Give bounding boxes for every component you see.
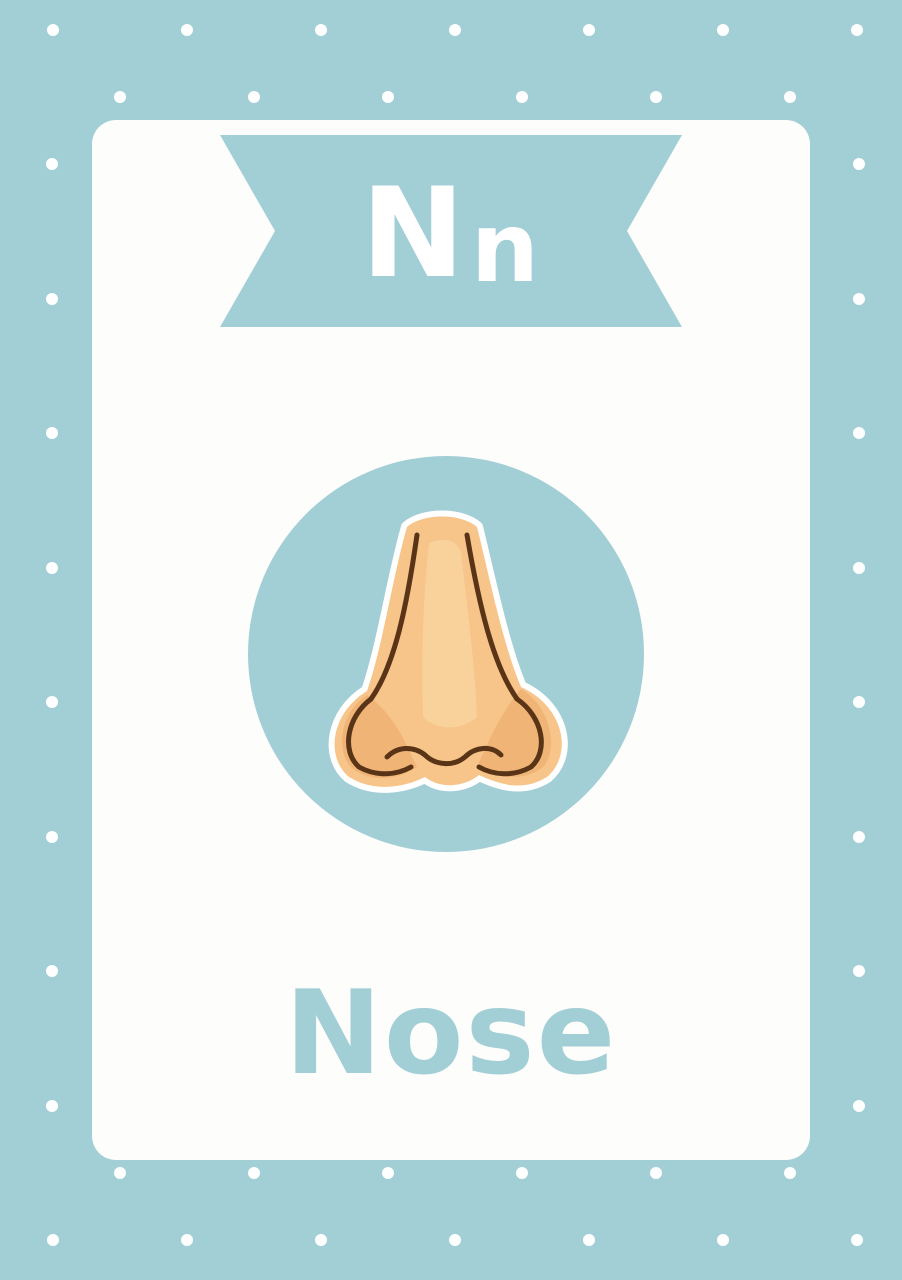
- border-dot: [516, 91, 528, 103]
- border-dot: [46, 158, 58, 170]
- border-dot: [853, 965, 865, 977]
- border-dot: [47, 1234, 59, 1246]
- border-dot: [853, 293, 865, 305]
- border-dot: [46, 293, 58, 305]
- border-dot: [853, 562, 865, 574]
- border-dot: [650, 1167, 662, 1179]
- border-dot: [47, 24, 59, 36]
- border-dot: [853, 158, 865, 170]
- flashcard: [92, 120, 810, 1160]
- border-dot: [181, 1234, 193, 1246]
- border-dot: [516, 1167, 528, 1179]
- border-dot: [717, 1234, 729, 1246]
- border-dot: [449, 24, 461, 36]
- border-dot: [248, 91, 260, 103]
- border-dot: [315, 24, 327, 36]
- border-dot: [784, 91, 796, 103]
- lowercase-letter: n: [470, 192, 542, 304]
- border-dot: [114, 91, 126, 103]
- border-dot: [449, 1234, 461, 1246]
- uppercase-letter: N: [360, 162, 467, 306]
- border-dot: [853, 831, 865, 843]
- border-dot: [181, 24, 193, 36]
- border-dot: [583, 24, 595, 36]
- border-dot: [46, 965, 58, 977]
- border-dot: [315, 1234, 327, 1246]
- border-dot: [851, 24, 863, 36]
- border-dot: [46, 831, 58, 843]
- letter-heading: [220, 135, 682, 327]
- border-dot: [717, 24, 729, 36]
- border-dot: [650, 91, 662, 103]
- card-word: Nose: [284, 966, 618, 1101]
- border-dot: [46, 696, 58, 708]
- border-dot: [46, 562, 58, 574]
- border-dot: [853, 1100, 865, 1112]
- border-dot: [382, 1167, 394, 1179]
- border-dot: [784, 1167, 796, 1179]
- border-dot: [114, 1167, 126, 1179]
- border-dot: [583, 1234, 595, 1246]
- picture-circle: [247, 455, 645, 853]
- border-dot: [853, 427, 865, 439]
- border-dot: [853, 696, 865, 708]
- border-dot: [46, 1100, 58, 1112]
- border-dot: [248, 1167, 260, 1179]
- border-dot: [382, 91, 394, 103]
- border-dot: [851, 1234, 863, 1246]
- border-dot: [46, 427, 58, 439]
